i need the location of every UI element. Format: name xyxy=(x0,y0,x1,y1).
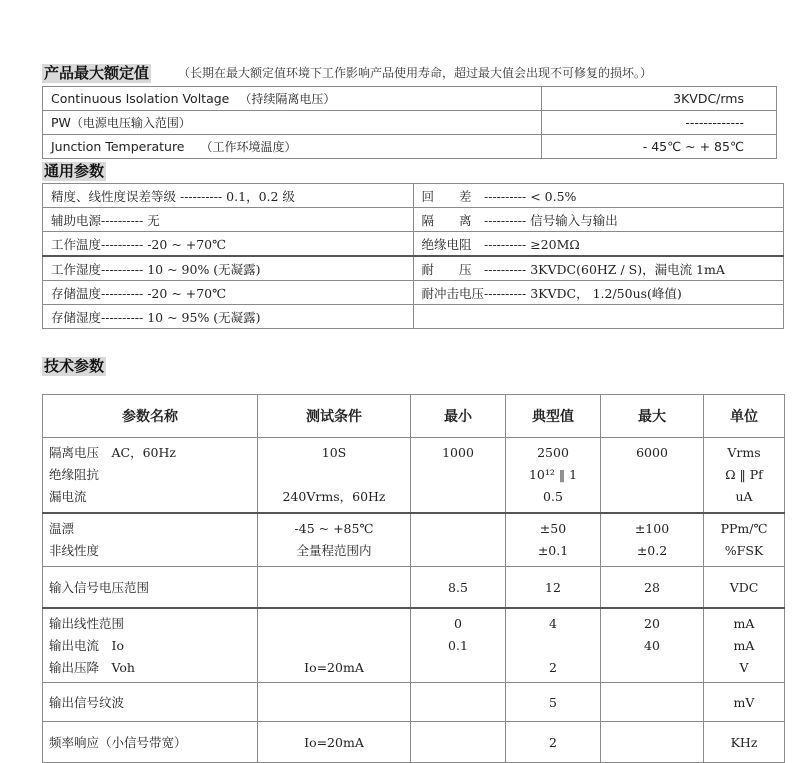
cell-line: 2 xyxy=(549,735,557,750)
cell-line: KHz xyxy=(730,735,758,750)
cell-line: 非线性度 xyxy=(49,543,100,558)
cell-line: 12 xyxy=(545,580,561,595)
cell-line: 0.5 xyxy=(543,489,563,504)
cell-line xyxy=(264,464,404,486)
cell-line: 240Vrms，60Hz xyxy=(282,489,386,504)
param-right: 耐 压 ---------- 3KVDC(60HZ / S)，漏电流 1mA xyxy=(413,256,784,281)
cell-line: 全量程范围内 xyxy=(296,543,372,558)
cell-line xyxy=(264,635,404,657)
cell-line: ±0.2 xyxy=(636,543,668,558)
header-condition: 测试条件 xyxy=(258,395,411,438)
cell-unit xyxy=(704,722,785,763)
max-ratings-table xyxy=(42,86,777,159)
cell-line: 28 xyxy=(644,580,660,595)
cell-cond xyxy=(258,683,411,722)
table-row xyxy=(43,184,784,208)
cell-typ xyxy=(506,683,601,722)
cell-line xyxy=(417,732,499,754)
cell-line: mA xyxy=(733,638,755,653)
param-left: 精度、线性度误差等级 ---------- 0.1，0.2 级 xyxy=(43,184,414,208)
param-right xyxy=(413,305,784,329)
cell-typ xyxy=(506,722,601,763)
cell-line xyxy=(607,486,697,508)
cell-cond xyxy=(258,567,411,609)
cell-name xyxy=(43,608,258,683)
table-row xyxy=(43,87,777,111)
cell-line: 输出电流 Io xyxy=(49,638,124,653)
cell-line: 5 xyxy=(549,695,557,710)
cell-line xyxy=(607,732,697,754)
table-row xyxy=(43,256,784,281)
cell-line: ±0.1 xyxy=(537,543,569,558)
cell-max xyxy=(601,513,704,567)
cell-line: VDC xyxy=(729,580,759,595)
cell-line: 4 xyxy=(549,616,557,631)
cell-typ xyxy=(506,438,601,514)
cell-line xyxy=(417,692,499,714)
table-row xyxy=(43,281,784,305)
tech-params-table xyxy=(42,394,785,763)
cell-line: 2500 xyxy=(537,445,569,460)
cell-name xyxy=(43,438,258,514)
cell-line xyxy=(264,577,404,599)
param-right: 隔 离 ---------- 信号输入与输出 xyxy=(413,208,784,232)
cell-line: 1000 xyxy=(442,445,474,460)
table-row xyxy=(43,208,784,232)
cell-unit xyxy=(704,513,785,567)
cell-unit xyxy=(704,683,785,722)
param-left: 辅助电源---------- 无 xyxy=(43,208,414,232)
cell-line: 10S xyxy=(321,445,347,460)
cell-unit xyxy=(704,438,785,514)
header-max: 最大 xyxy=(601,395,704,438)
cell-line: PPm/℃ xyxy=(720,521,768,536)
cell-min xyxy=(411,567,506,609)
cell-line xyxy=(512,635,594,657)
cell-line: 0.1 xyxy=(448,638,468,653)
rating-value: ------------- xyxy=(541,111,776,135)
general-params-title: 通用参数 xyxy=(44,162,105,180)
cell-max xyxy=(601,683,704,722)
param-right: 回 差 ---------- < 0.5% xyxy=(413,184,784,208)
cell-line: 20 xyxy=(644,616,660,631)
cell-min xyxy=(411,608,506,683)
cell-cond xyxy=(258,608,411,683)
cell-line xyxy=(264,692,404,714)
table-row xyxy=(43,232,784,257)
header-typical: 典型值 xyxy=(506,395,601,438)
cell-line: 2 xyxy=(549,660,557,675)
table-row xyxy=(43,438,785,514)
cell-name xyxy=(43,722,258,763)
cell-line xyxy=(417,540,499,562)
rating-label: Continuous Isolation Voltage （持续隔离电压） xyxy=(43,87,542,111)
cell-cond xyxy=(258,513,411,567)
cell-min xyxy=(411,683,506,722)
param-left: 存储湿度---------- 10 ~ 95% (无凝露) xyxy=(43,305,414,329)
cell-name xyxy=(43,567,258,609)
cell-name xyxy=(43,513,258,567)
param-right: 耐冲击电压---------- 3KVDC， 1.2/50us(峰值) xyxy=(413,281,784,305)
cell-max xyxy=(601,608,704,683)
cell-line xyxy=(417,657,499,679)
cell-name xyxy=(43,683,258,722)
cell-max xyxy=(601,722,704,763)
cell-line: %FSK xyxy=(724,543,764,558)
cell-line xyxy=(607,692,697,714)
cell-line: 输出信号纹波 xyxy=(49,695,125,710)
rating-label: PW（电源电压输入范围） xyxy=(43,111,542,135)
table-row xyxy=(43,135,777,159)
cell-line: uA xyxy=(735,489,753,504)
cell-unit xyxy=(704,567,785,609)
cell-line: 10¹² ‖ 1 xyxy=(528,467,578,482)
param-right: 绝缘电阻 ---------- ≥20MΩ xyxy=(413,232,784,257)
table-row xyxy=(43,722,785,763)
cell-line xyxy=(417,486,499,508)
cell-typ xyxy=(506,567,601,609)
cell-min xyxy=(411,513,506,567)
cell-max xyxy=(601,567,704,609)
cell-line: 输出线性范围 xyxy=(49,616,125,631)
cell-line: ±100 xyxy=(634,521,670,536)
param-left: 存储温度---------- -20 ~ +70℃ xyxy=(43,281,414,305)
cell-unit xyxy=(704,608,785,683)
cell-line xyxy=(417,518,499,540)
cell-line: 频率响应（小信号带宽） xyxy=(49,735,187,750)
cell-line: Vrms xyxy=(727,445,761,460)
max-ratings-note: （长期在最大额定值环境下工作影响产品使用寿命，超过最大值会出现不可修复的损坏。） xyxy=(178,66,653,80)
cell-line: mV xyxy=(733,695,755,710)
cell-line: 40 xyxy=(644,638,660,653)
tech-params-title: 技术参数 xyxy=(44,357,105,375)
cell-typ xyxy=(506,608,601,683)
cell-line: 漏电流 xyxy=(49,489,87,504)
cell-line: 输入信号电压范围 xyxy=(49,580,150,595)
table-row xyxy=(43,683,785,722)
cell-line: -45 ~ +85℃ xyxy=(294,521,374,536)
cell-line: 0 xyxy=(454,616,462,631)
header-min: 最小 xyxy=(411,395,506,438)
table-row xyxy=(43,111,777,135)
cell-line xyxy=(417,464,499,486)
cell-line: Io=20mA xyxy=(304,735,364,750)
cell-line: ±50 xyxy=(539,521,567,536)
general-params-table xyxy=(42,183,784,329)
table-row xyxy=(43,513,785,567)
rating-value: 3KVDC/rms xyxy=(541,87,776,111)
param-left: 工作温度---------- -20 ~ +70℃ xyxy=(43,232,414,257)
cell-line: 绝缘阻抗 xyxy=(49,467,100,482)
table-row xyxy=(43,305,784,329)
cell-line: 6000 xyxy=(636,445,668,460)
cell-min xyxy=(411,722,506,763)
rating-value: - 45℃ ~ + 85℃ xyxy=(541,135,776,159)
header-unit: 单位 xyxy=(704,395,785,438)
cell-cond xyxy=(258,722,411,763)
cell-line: 温漂 xyxy=(49,521,75,536)
table-row xyxy=(43,608,785,683)
cell-line xyxy=(607,464,697,486)
max-ratings-title: 产品最大额定值 xyxy=(44,64,150,82)
header-name: 参数名称 xyxy=(43,395,258,438)
cell-line: V xyxy=(739,660,749,675)
cell-line: mA xyxy=(733,616,755,631)
cell-min xyxy=(411,438,506,514)
cell-line: 输出压降 Voh xyxy=(49,660,135,675)
param-left: 工作湿度---------- 10 ~ 90% (无凝露) xyxy=(43,256,414,281)
table-header-row xyxy=(43,395,785,438)
cell-cond xyxy=(258,438,411,514)
cell-line: Io=20mA xyxy=(304,660,364,675)
cell-line xyxy=(607,657,697,679)
table-row xyxy=(43,567,785,609)
cell-line xyxy=(264,613,404,635)
cell-typ xyxy=(506,513,601,567)
cell-line: 8.5 xyxy=(448,580,468,595)
rating-label: Junction Temperature （工作环境温度） xyxy=(43,135,542,159)
cell-line: Ω ‖ Pf xyxy=(725,467,763,482)
cell-max xyxy=(601,438,704,514)
cell-line: 隔离电压 AC，60Hz xyxy=(49,445,176,460)
